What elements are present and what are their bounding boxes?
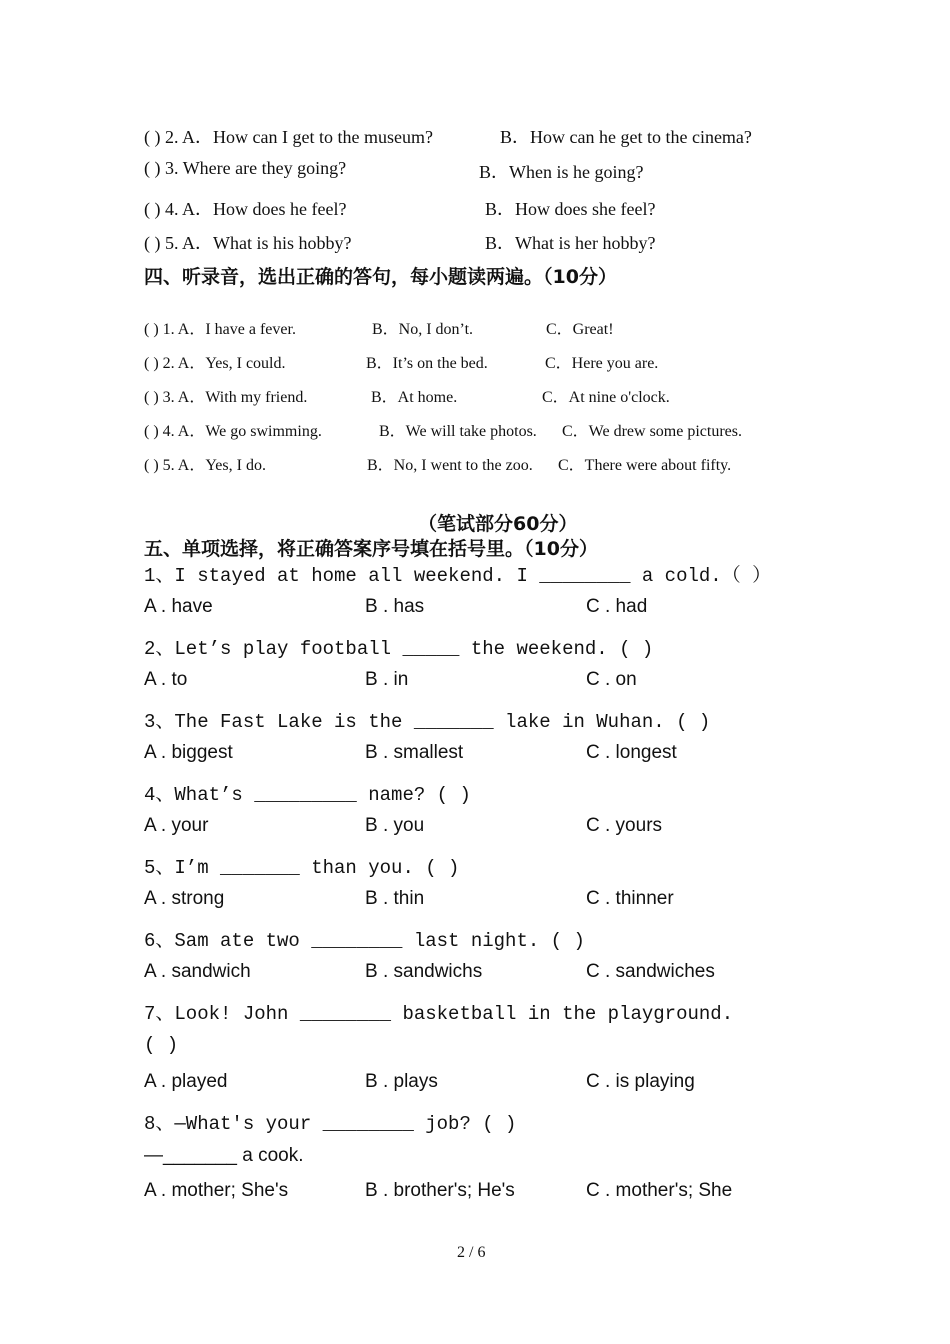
question-2-option-c: C . on (586, 669, 637, 690)
question-7-option-b: B . plays (365, 1071, 438, 1092)
question-4-option-c: C . yours (586, 815, 663, 836)
answer-item-1-option-b: B．No, I don’t. (372, 321, 474, 338)
question-2-stem: 2、Let’s play football _____ the weekend. ( ) (144, 638, 654, 660)
answer-item-5: ( ) 5. A．Yes, I do. (144, 457, 266, 474)
answer-item-1-option-c: C．Great! (546, 321, 614, 338)
answer-item-3-option-c: C．At nine o'clock. (542, 389, 670, 406)
listening-item-2: ( ) 2. A．How can I get to the museum? (144, 127, 433, 147)
answer-item-3: ( ) 3. A．With my friend. (144, 389, 308, 406)
page-number: 2 / 6 (457, 1244, 486, 1261)
question-3-option-c: C . longest (586, 742, 677, 763)
question-7-option-a: A . played (144, 1071, 228, 1092)
listening-item-3: ( ) 3. Where are they going? (144, 158, 347, 178)
question-3-stem: 3、The Fast Lake is the _______ lake in Wuhan. ( ) (144, 711, 711, 733)
question-5-option-c: C . thinner (586, 888, 674, 909)
question-5-option-a: A . strong (144, 888, 225, 909)
question-3-option-b: B . smallest (365, 742, 464, 763)
question-6-option-c: C . sandwiches (586, 961, 715, 982)
section-4-heading: 四、听录音，选出正确的答句，每小题读两遍。（10分） (144, 266, 617, 288)
question-7-option-c: C . is playing (586, 1071, 695, 1092)
question-5-option-b: B . thin (365, 888, 425, 909)
question-3-option-a: A . biggest (144, 742, 233, 763)
listening-item-2-option-b: B．How can he get to the cinema? (500, 127, 752, 147)
question-4-option-a: A . your (144, 815, 209, 836)
answer-item-2-option-c: C．Here you are. (545, 355, 659, 372)
question-8-option-a: A . mother; She's (144, 1180, 289, 1201)
answer-item-3-option-b: B．At home. (371, 389, 458, 406)
written-part-title: （笔试部分60分） (418, 513, 578, 535)
answer-item-1: ( ) 1. A．I have a fever. (144, 321, 296, 338)
question-6-option-a: A . sandwich (144, 961, 251, 982)
question-1-option-a: A . have (144, 596, 213, 617)
question-8-option-c: C . mother's; She (586, 1180, 733, 1201)
answer-item-2: ( ) 2. A．Yes, I could. (144, 355, 286, 372)
question-7-stem: 7、Look! John ________ basketball in the playground. (144, 1003, 734, 1025)
question-1-option-b: B . has (365, 596, 425, 617)
question-2-option-b: B . in (365, 669, 409, 690)
listening-item-4: ( ) 4. A．How does he feel? (144, 199, 347, 219)
question-8-stem-line-2: —_______ a cook. (144, 1145, 304, 1166)
listening-item-5: ( ) 5. A．What is his hobby? (144, 233, 352, 253)
listening-item-5-option-b: B．What is her hobby? (485, 233, 656, 253)
answer-item-4: ( ) 4. A．We go swimming. (144, 423, 322, 440)
question-6-stem: 6、Sam ate two ________ last night. ( ) (144, 930, 585, 952)
question-2-option-a: A . to (144, 669, 188, 690)
answer-item-5-option-b: B．No, I went to the zoo. (367, 457, 533, 474)
question-1-stem: 1、I stayed at home all weekend. I ________ a cold.（ ） (144, 565, 772, 587)
answer-item-4-option-b: B．We will take photos. (379, 423, 537, 440)
question-4-option-b: B . you (365, 815, 425, 836)
answer-item-4-option-c: C．We drew some pictures. (562, 423, 743, 440)
answer-item-5-option-c: C．There were about fifty. (558, 457, 732, 474)
question-1-option-c: C . had (586, 596, 648, 617)
listening-item-4-option-b: B．How does she feel? (485, 199, 656, 219)
question-8-stem: 8、—What's your ________ job? ( ) (144, 1113, 517, 1135)
question-5-stem: 5、I’m _______ than you. ( ) (144, 857, 460, 879)
question-6-option-b: B . sandwichs (365, 961, 483, 982)
question-7-answer-bracket: ( ) (144, 1034, 179, 1056)
question-4-stem: 4、What’s _________ name? ( ) (144, 784, 471, 806)
listening-item-3-option-b: B．When is he going? (479, 162, 644, 182)
section-5-heading: 五、单项选择，将正确答案序号填在括号里。（10分） (144, 538, 598, 560)
answer-item-2-option-b: B．It’s on the bed. (366, 355, 488, 372)
question-8-option-b: B . brother's; He's (365, 1180, 515, 1201)
